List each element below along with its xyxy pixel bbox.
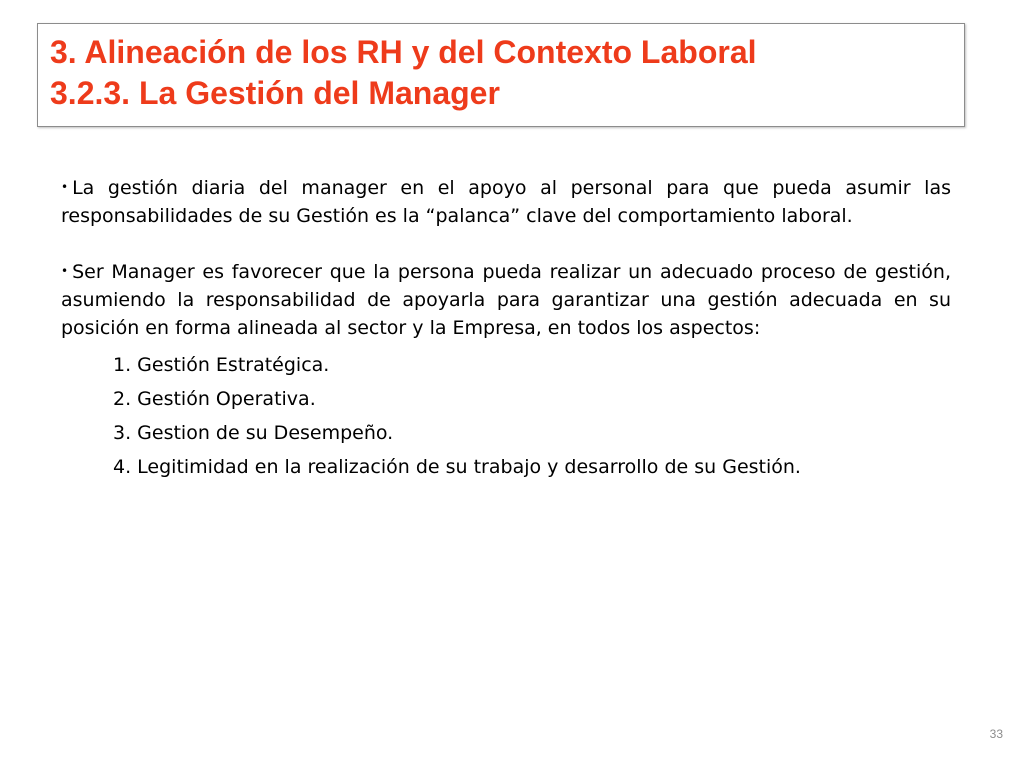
bullet-paragraph-2: [61, 257, 951, 342]
list-item-2: 2. Gestión Operativa.: [113, 388, 316, 410]
numbered-list: [113, 348, 951, 484]
slide-title-box: [37, 23, 965, 127]
list-item-1: 1. Gestión Estratégica.: [113, 354, 330, 376]
bullet-icon: •: [61, 180, 69, 194]
bullet-text-2: Ser Manager es favorecer que la persona pueda realizar un adecuado proceso de gestión, asumiendo la responsabilidad de apoyarla para garantizar una gestión adecuada en su posición en forma alineada al sector y la Empresa, en todos los aspectos:: [61, 261, 951, 339]
slide-subtitle: 3.2.3. La Gestión del Manager: [50, 75, 500, 111]
list-item-4: 4. Legitimidad en la realización de su trabajo y desarrollo de su Gestión.: [113, 456, 801, 478]
bullet-icon: •: [61, 264, 69, 278]
bullet-paragraph-1: [61, 173, 951, 230]
slide-title: 3. Alineación de los RH y del Contexto Laboral: [50, 34, 757, 70]
slide-content: [61, 173, 951, 484]
page-number: 33: [989, 727, 1003, 741]
bullet-text-1: La gestión diaria del manager en el apoyo al personal para que pueda asumir las responsabilidades de su Gestión es la “palanca” clave del comportamiento laboral.: [61, 177, 951, 227]
list-item-3: 3. Gestion de su Desempeño.: [113, 422, 394, 444]
